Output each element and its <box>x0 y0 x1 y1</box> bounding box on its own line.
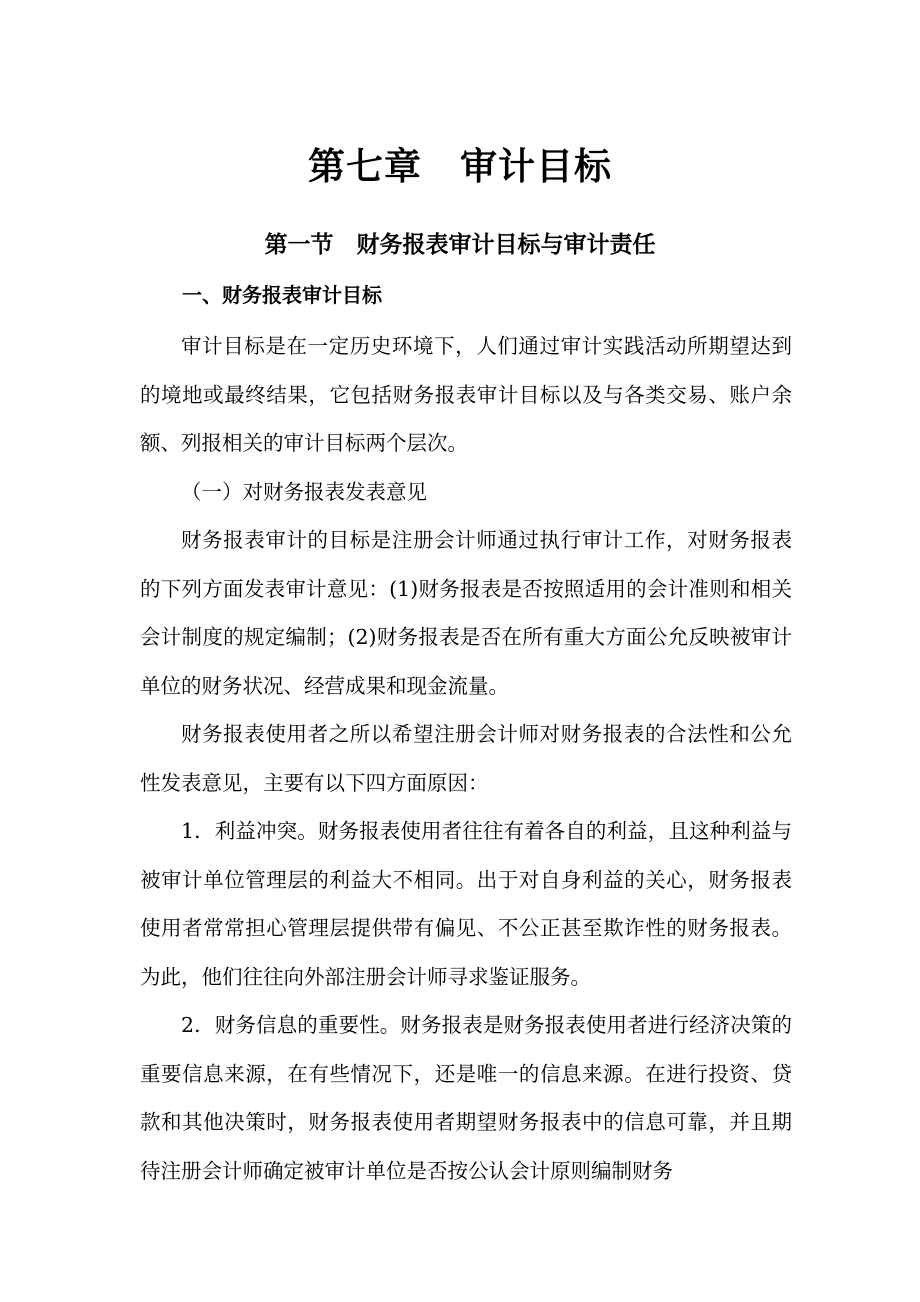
chapter-title: 第七章 审计目标 <box>308 145 612 188</box>
subsection-title: 一、财务报表审计目标 <box>182 283 382 307</box>
paragraph-audit-objective-definition: 审计目标是在一定历史环境下，人们通过审计实践活动所期望达到的境地或最终结果，它包括财务报表审计目标以及与各类交易、账户余额、列报相关的审计目标两个层次。 <box>140 334 792 455</box>
paragraph-four-reasons: 财务报表使用者之所以希望注册会计师对财务报表的合法性和公允性发表意见，主要有以下四方面原因： <box>140 722 792 795</box>
paragraph-importance-of-financial-info: 2．财务信息的重要性。财务报表是财务报表使用者进行经济决策的重要信息来源，在有些情况下，还是唯一的信息来源。在进行投资、贷款和其他决策时，财务报表使用者期望财务报表中的信息可靠，并且期待注册会计师确定被审计单位是否按公认会计原则编制财务 <box>140 1013 792 1183</box>
body-text <box>140 322 792 1195</box>
paragraph-conflict-of-interest: 1．利益冲突。财务报表使用者往往有着各自的利益，且这种利益与被审计单位管理层的利益大不相同。出于对自身利益的关心，财务报表使用者常常担心管理层提供带有偏见、不公正甚至欺诈性的财务报表。为此，他们往往向外部注册会计师寻求鉴证服务。 <box>140 819 792 989</box>
paragraph-audit-opinion-scope: 财务报表审计的目标是注册会计师通过执行审计工作，对财务报表的下列方面发表审计意见：(1)财务报表是否按照适用的会计准则和相关会计制度的规定编制；(2)财务报表是否在所有重大方面公允反映被审计单位的财务状况、经营成果和现金流量。 <box>140 528 792 698</box>
section-title: 第一节 财务报表审计目标与审计责任 <box>264 232 656 258</box>
paragraph-heading-opinion: （一）对财务报表发表意见 <box>181 479 427 504</box>
